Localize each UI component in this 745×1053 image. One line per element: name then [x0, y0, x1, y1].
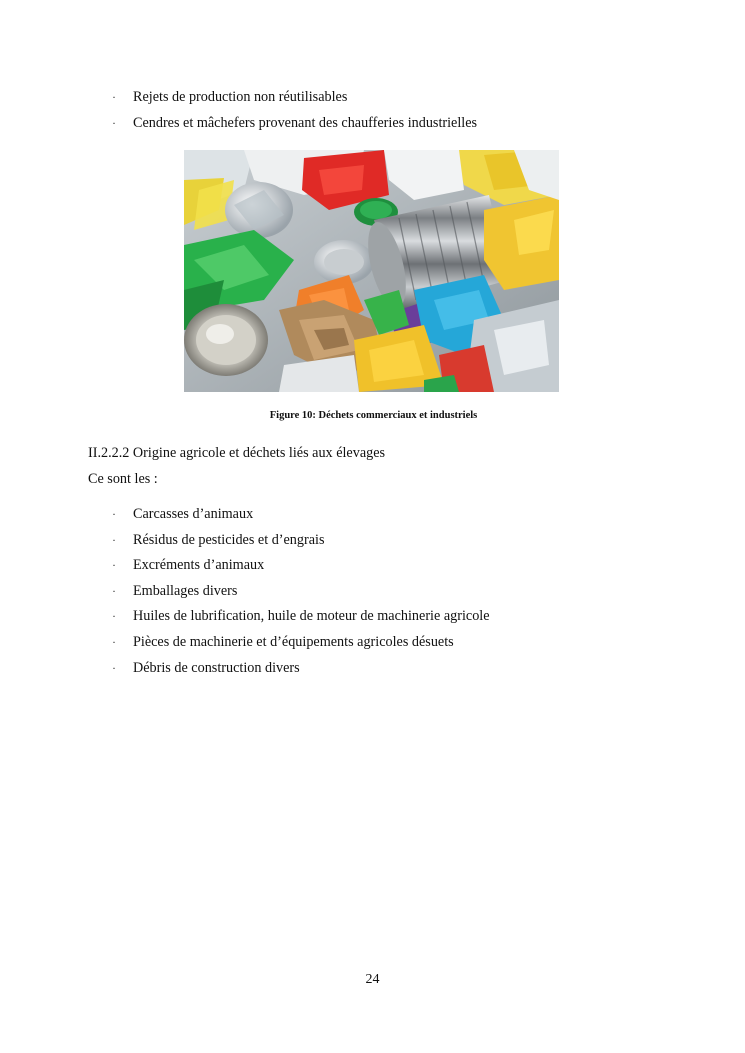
- bullet-icon: ·: [112, 507, 116, 521]
- document-page: · Rejets de production non réutilisables · Cendres et mâchefers provenant des chaufferies industrielles Figure 10: Déchets commerciaux et industriels II.2.2.2 Origine agricole et déchets liés aux élevages Ce sont les : · Carcasses d’animaux · Résidus de pesticides et d’engrais · Excréments d’animaux · Emballages divers · Huiles de lubrification, huile de moteur de machinerie agricole · Pièces de machinerie et d’équipements agricoles désuets · Débris de construction divers 24: [0, 0, 745, 1053]
- bullet-icon: ·: [112, 90, 116, 104]
- bullet-icon: ·: [112, 660, 116, 675]
- section-heading: II.2.2.2 Origine agricole et déchets liés aux élevages: [88, 445, 386, 461]
- figure-caption: Figure 10: Déchets commerciaux et industriels: [269, 410, 478, 421]
- bullet-icon: ·: [112, 115, 116, 130]
- page-number: 24: [365, 972, 380, 987]
- waste-photo: [184, 150, 559, 392]
- bullet-icon: ·: [112, 609, 116, 624]
- bullet-icon: ·: [112, 558, 116, 573]
- section-intro: Ce sont les :: [88, 471, 158, 487]
- bullet-icon: ·: [112, 634, 116, 649]
- bullet-icon: ·: [112, 583, 116, 598]
- bullet-icon: ·: [112, 532, 116, 547]
